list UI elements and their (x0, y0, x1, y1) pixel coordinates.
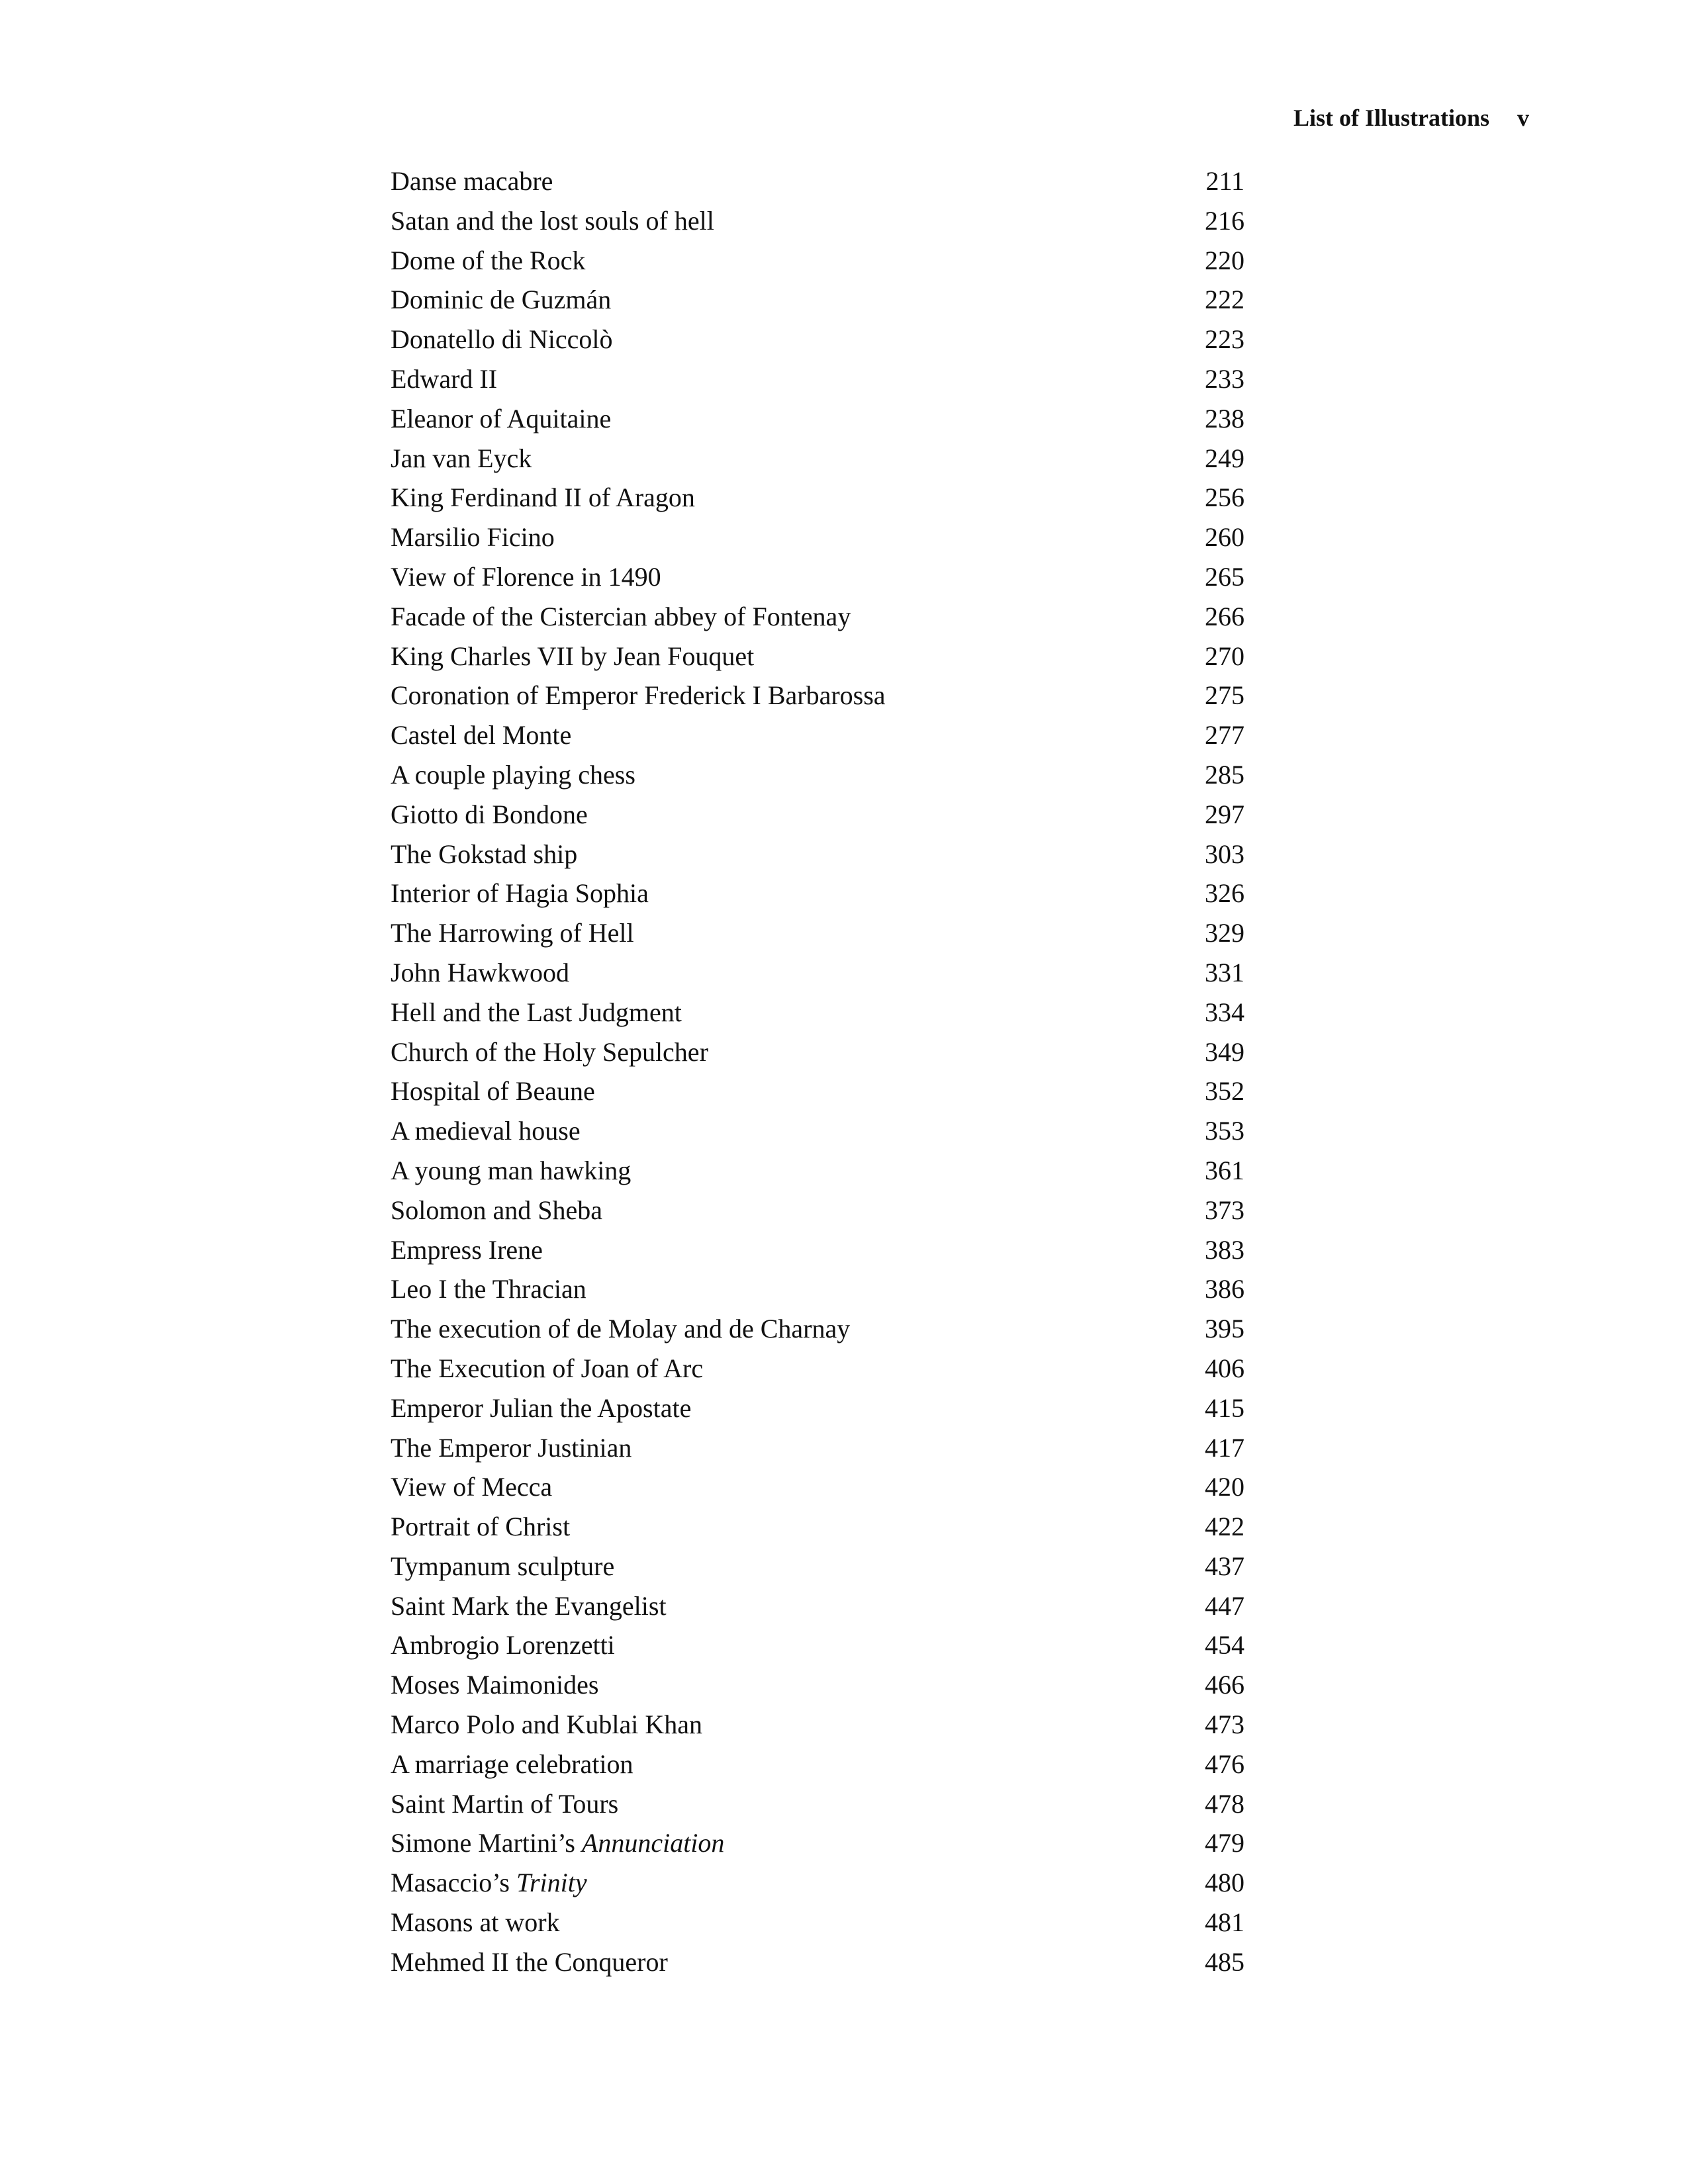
page-reference: 211 (1205, 166, 1244, 196)
illustration-caption (391, 1903, 560, 1942)
caption-text: Dome of the Rock (391, 245, 586, 275)
list-item (391, 993, 1244, 1032)
caption-text: Solomon and Sheba (391, 1195, 602, 1225)
illustration-caption (391, 715, 571, 755)
list-item (391, 1269, 1244, 1309)
illustration-caption (391, 1665, 598, 1705)
caption-text: Castel del Monte (391, 720, 572, 751)
illustration-caption (391, 1942, 668, 1982)
list-item (391, 715, 1244, 755)
list-item (391, 280, 1244, 320)
page-reference: 417 (1205, 1432, 1244, 1463)
caption-text: The Gokstad ship (391, 839, 578, 869)
list-item (391, 557, 1244, 597)
caption-text: Giotto di Bondone (391, 799, 588, 829)
page-reference: 270 (1205, 641, 1244, 671)
list-item (391, 1547, 1244, 1586)
page-reference: 220 (1205, 245, 1244, 275)
running-head (1293, 103, 1529, 132)
page-reference: 480 (1205, 1868, 1244, 1898)
page-reference: 326 (1205, 878, 1244, 909)
illustration-caption (391, 1111, 581, 1151)
list-item (391, 835, 1244, 874)
list-item (391, 1111, 1244, 1151)
page-reference: 266 (1205, 601, 1244, 631)
page-reference: 265 (1205, 561, 1244, 592)
illustration-caption (391, 1745, 633, 1784)
caption-text: Portrait of Christ (391, 1512, 571, 1542)
page-reference: 406 (1205, 1353, 1244, 1383)
illustration-caption (391, 1784, 618, 1824)
caption-text: Satan and the lost souls of hell (391, 205, 714, 236)
list-item (391, 201, 1244, 241)
illustration-caption (391, 835, 577, 874)
page-reference: 275 (1205, 680, 1244, 711)
illustration-caption (391, 874, 649, 913)
illustration-caption (391, 676, 886, 715)
caption-text: Saint Mark the Evangelist (391, 1590, 667, 1621)
list-item (391, 597, 1244, 637)
illustration-caption (391, 241, 585, 281)
list-item (391, 1071, 1244, 1111)
caption-text: Jan van Eyck (391, 443, 532, 473)
list-item (391, 874, 1244, 913)
illustration-caption (391, 320, 612, 359)
illustration-caption (391, 1823, 724, 1863)
page-reference: 447 (1205, 1590, 1244, 1621)
page-reference: 233 (1205, 363, 1244, 394)
page-reference: 481 (1205, 1907, 1244, 1938)
page-reference: 238 (1205, 403, 1244, 433)
caption-text: John Hawkwood (391, 957, 569, 987)
page-reference: 415 (1205, 1392, 1244, 1423)
illustration-caption (391, 439, 532, 478)
illustrations-list (391, 161, 1244, 1982)
illustration-caption (391, 1428, 632, 1468)
list-item (391, 676, 1244, 715)
list-item (391, 1230, 1244, 1270)
caption-text: King Ferdinand II of Aragon (391, 482, 695, 513)
list-item (391, 241, 1244, 281)
caption-text: Edward II (391, 363, 498, 394)
list-item (391, 1388, 1244, 1428)
list-item (391, 1032, 1244, 1072)
caption-text: Masaccio’s (391, 1868, 516, 1898)
illustration-caption (391, 1032, 708, 1072)
caption-text: Empress Irene (391, 1234, 543, 1265)
page-reference: 383 (1205, 1234, 1244, 1265)
page-reference: 454 (1205, 1630, 1244, 1661)
list-item (391, 1191, 1244, 1230)
page-reference: 223 (1205, 324, 1244, 355)
illustration-caption (391, 1547, 614, 1586)
page-reference: 277 (1205, 720, 1244, 751)
list-item (391, 755, 1244, 795)
caption-text: Eleanor of Aquitaine (391, 403, 612, 433)
list-item (391, 1823, 1244, 1863)
caption-text: Mehmed II the Conqueror (391, 1946, 668, 1977)
page-reference: 420 (1205, 1472, 1244, 1502)
list-item (391, 1309, 1244, 1349)
caption-text: Hell and the Last Judgment (391, 997, 682, 1027)
caption-text: The Harrowing of Hell (391, 918, 634, 948)
list-item (391, 478, 1244, 518)
list-item (391, 1665, 1244, 1705)
caption-text: Marco Polo and Kublai Khan (391, 1709, 703, 1740)
caption-text: Emperor Julian the Apostate (391, 1392, 692, 1423)
caption-artwork-title: Annunciation (581, 1828, 725, 1858)
page-reference: 334 (1205, 997, 1244, 1027)
illustration-caption (391, 1705, 702, 1745)
list-item (391, 637, 1244, 676)
page-reference: 297 (1205, 799, 1244, 829)
illustration-caption (391, 201, 714, 241)
caption-text: Tympanum sculpture (391, 1551, 615, 1581)
caption-text: The Emperor Justinian (391, 1432, 632, 1463)
illustration-caption (391, 161, 553, 201)
list-item (391, 439, 1244, 478)
caption-text: A marriage celebration (391, 1749, 633, 1779)
page-reference: 353 (1205, 1116, 1244, 1146)
list-item (391, 1903, 1244, 1942)
page-reference: 478 (1205, 1788, 1244, 1819)
list-item (391, 518, 1244, 557)
list-item (391, 359, 1244, 399)
list-item (391, 399, 1244, 439)
list-item (391, 1507, 1244, 1547)
illustration-caption (391, 1467, 552, 1507)
illustration-caption (391, 1151, 631, 1191)
list-item (391, 1586, 1244, 1626)
illustration-caption (391, 1507, 570, 1547)
illustration-caption (391, 557, 661, 597)
list-item (391, 953, 1244, 993)
caption-text: Danse macabre (391, 166, 553, 196)
page-number: v (1517, 105, 1529, 131)
caption-text: King Charles VII by Jean Fouquet (391, 641, 755, 671)
illustration-caption (391, 1071, 595, 1111)
caption-text: Donatello di Niccolò (391, 324, 613, 355)
list-item (391, 1467, 1244, 1507)
page-reference: 285 (1205, 759, 1244, 790)
page-reference: 216 (1205, 205, 1244, 236)
page-reference: 222 (1205, 285, 1244, 315)
page-reference: 476 (1205, 1749, 1244, 1779)
page-reference: 485 (1205, 1946, 1244, 1977)
illustration-caption (391, 1191, 602, 1230)
page-reference: 479 (1205, 1828, 1244, 1858)
list-item (391, 1863, 1244, 1903)
list-item (391, 1784, 1244, 1824)
caption-text: View of Mecca (391, 1472, 553, 1502)
caption-text: Church of the Holy Sepulcher (391, 1036, 708, 1067)
illustration-caption (391, 1349, 703, 1388)
list-item (391, 913, 1244, 953)
page-reference: 349 (1205, 1036, 1244, 1067)
page-reference: 303 (1205, 839, 1244, 869)
caption-text: Leo I the Thracian (391, 1274, 586, 1304)
section-title: List of Illustrations (1293, 105, 1489, 131)
illustration-caption (391, 1625, 615, 1665)
page-reference: 260 (1205, 522, 1244, 553)
illustration-caption (391, 597, 851, 637)
page-reference: 361 (1205, 1155, 1244, 1185)
page-reference: 352 (1205, 1076, 1244, 1107)
list-item (391, 1705, 1244, 1745)
caption-artwork-title: Trinity (516, 1868, 587, 1898)
caption-text: A medieval house (391, 1116, 581, 1146)
illustration-caption (391, 795, 588, 835)
illustration-caption (391, 1230, 543, 1270)
caption-text: The Execution of Joan of Arc (391, 1353, 704, 1383)
illustration-caption (391, 913, 634, 953)
page-reference: 373 (1205, 1195, 1244, 1225)
caption-text: Saint Martin of Tours (391, 1788, 619, 1819)
illustration-caption (391, 518, 555, 557)
caption-text: Masons at work (391, 1907, 560, 1938)
list-item (391, 320, 1244, 359)
page-reference: 437 (1205, 1551, 1244, 1581)
page-reference: 249 (1205, 443, 1244, 473)
caption-text: View of Florence in 1490 (391, 561, 661, 592)
list-item (391, 161, 1244, 201)
caption-text: Simone Martini’s (391, 1828, 582, 1858)
caption-text: The execution of de Molay and de Charnay (391, 1314, 851, 1344)
page-reference: 395 (1205, 1314, 1244, 1344)
caption-text: Ambrogio Lorenzetti (391, 1630, 615, 1661)
caption-text: Moses Maimonides (391, 1670, 599, 1700)
illustration-caption (391, 359, 497, 399)
page-reference: 386 (1205, 1274, 1244, 1304)
illustration-caption (391, 993, 682, 1032)
illustration-caption (391, 280, 611, 320)
illustration-caption (391, 1586, 667, 1626)
list-item (391, 1745, 1244, 1784)
page-reference: 331 (1205, 957, 1244, 987)
illustration-caption (391, 1863, 587, 1903)
illustration-caption (391, 637, 754, 676)
list-item (391, 1625, 1244, 1665)
caption-text: Marsilio Ficino (391, 522, 555, 553)
illustration-caption (391, 478, 695, 518)
list-item (391, 1349, 1244, 1388)
page-reference: 466 (1205, 1670, 1244, 1700)
page-reference: 256 (1205, 482, 1244, 513)
illustration-caption (391, 1388, 691, 1428)
caption-text: A couple playing chess (391, 759, 635, 790)
list-item (391, 1428, 1244, 1468)
caption-text: A young man hawking (391, 1155, 632, 1185)
page-reference: 329 (1205, 918, 1244, 948)
list-item (391, 1151, 1244, 1191)
illustration-caption (391, 755, 635, 795)
illustration-caption (391, 1269, 586, 1309)
caption-text: Facade of the Cistercian abbey of Fontenay (391, 601, 851, 631)
caption-text: Interior of Hagia Sophia (391, 878, 649, 909)
page-reference: 473 (1205, 1709, 1244, 1740)
illustration-caption (391, 953, 569, 993)
list-item (391, 1942, 1244, 1982)
caption-text: Coronation of Emperor Frederick I Barbarossa (391, 680, 886, 711)
page-reference: 422 (1205, 1512, 1244, 1542)
list-item (391, 795, 1244, 835)
caption-text: Hospital of Beaune (391, 1076, 595, 1107)
caption-text: Dominic de Guzmán (391, 285, 612, 315)
illustration-caption (391, 1309, 850, 1349)
illustration-caption (391, 399, 611, 439)
